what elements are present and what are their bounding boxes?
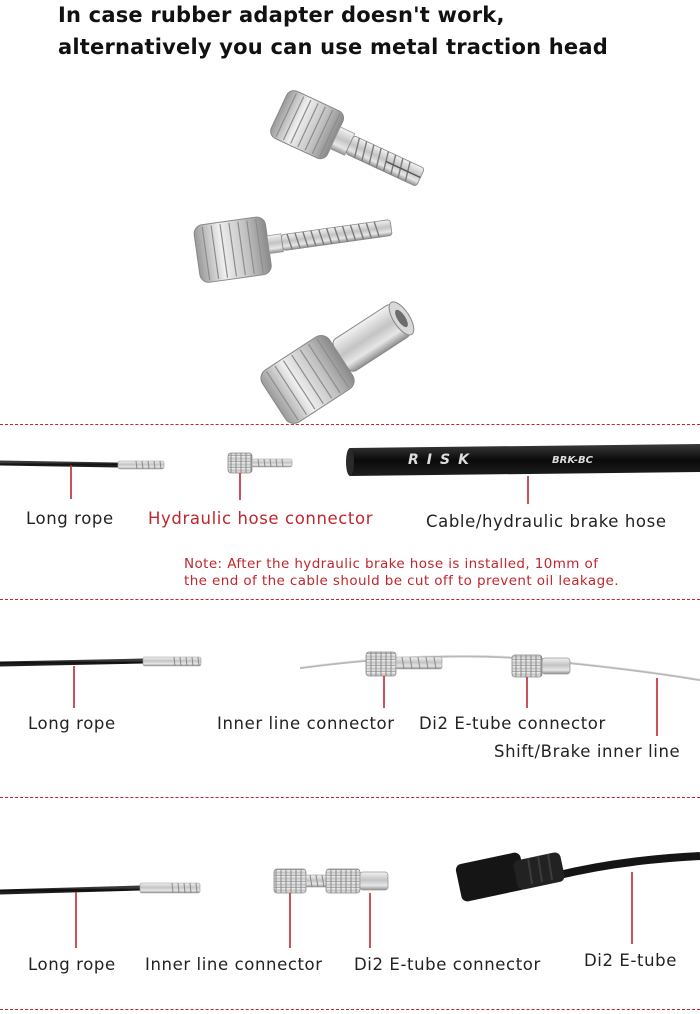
section2-long-rope xyxy=(0,657,201,666)
section-divider xyxy=(0,599,700,600)
metal-traction-head-1 xyxy=(268,88,431,201)
heading-line-2: alternatively you can use metal traction head xyxy=(58,35,608,59)
hose-model-print: BRK-BC xyxy=(552,455,593,466)
section1-brake-hose xyxy=(346,444,700,476)
metal-traction-head-2 xyxy=(193,199,395,284)
section1-long-rope xyxy=(0,461,164,469)
section-divider xyxy=(0,797,700,798)
label-di2-etube-connector: Di2 E-tube connector xyxy=(419,714,606,733)
section-divider xyxy=(0,424,700,425)
label-di2-etube: Di2 E-tube xyxy=(584,951,677,970)
section1-hydraulic-connector xyxy=(228,453,292,473)
metal-traction-head-3 xyxy=(257,288,425,427)
section-divider xyxy=(0,1009,700,1010)
label-shift-brake-inner-line: Shift/Brake inner line xyxy=(494,742,681,761)
label-cable-hydraulic-brake-hose: Cable/hydraulic brake hose xyxy=(426,512,667,531)
section3-di2-etube xyxy=(455,851,700,902)
label-long-rope: Long rope xyxy=(26,509,114,528)
section3-connector-assembly xyxy=(274,869,388,893)
label-inner-line-connector: Inner line connector xyxy=(217,714,395,733)
label-hydraulic-hose-connector: Hydraulic hose connector xyxy=(148,509,374,528)
note-line-2: the end of the cable should be cut off to prevent oil leakage. xyxy=(184,573,619,589)
hose-brand-print: RISK xyxy=(408,452,477,468)
section3-long-rope xyxy=(0,883,200,893)
note-line-1: Note: After the hydraulic brake hose is installed, 10mm of xyxy=(184,556,599,572)
section2-di2-connector xyxy=(512,655,570,677)
label-long-rope: Long rope xyxy=(28,714,116,733)
label-long-rope: Long rope xyxy=(28,955,116,974)
heading-line-1: In case rubber adapter doesn't work, xyxy=(58,3,505,27)
label-inner-line-connector: Inner line connector xyxy=(145,955,323,974)
section2-inner-line xyxy=(300,655,700,680)
label-di2-etube-connector: Di2 E-tube connector xyxy=(354,955,541,974)
